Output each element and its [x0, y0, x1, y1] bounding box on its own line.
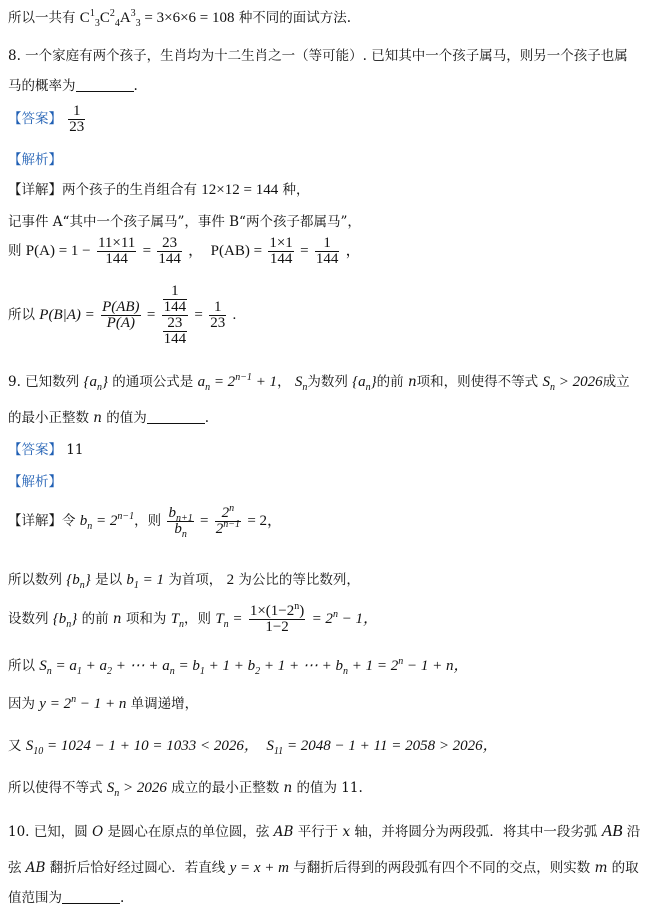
q9-check-line: 又 $S_{10} = 1024 - 1 + 10 = 1033 < 2026$， $S_{11} = 2048 - 1 + 11 = 2058 > 2026$， — [8, 738, 498, 757]
q8-prob-line: 则 P(A) = 1 − $\frac{11\times 11}{144}$ = $\frac{23}{144}$ ， P(AB) = $\frac{1\times 1}{144}$ = $\frac{1}{144}$ ， — [8, 235, 361, 267]
q10-stem-line1: 10. 已知，圆 O 是圆心在原点的单位圆，弦 AB 平行于 x 轴，并将圆分为两段弧．将其中一段劣弧 AB 沿 — [8, 821, 641, 840]
combination-formula: $C^1_3C^2_4A^3_3 = 3\times 6\times 6 = 108$ — [79, 8, 235, 29]
q8-analysis-label: 【解析】 — [8, 152, 62, 168]
answer-blank — [76, 79, 134, 92]
q9-stem-line2: 的最小正整数 n 的值为 . — [8, 410, 210, 426]
q8-conditional-line: 所以 P(B|A) = $\frac{P(AB)}{P(A)}$ = $\frac{\frac{1}{144}}{\frac{23}{144}}$ = $\frac{1}{23}$ . — [8, 283, 237, 347]
q8-stem-line2: 马的概率为 . — [8, 78, 138, 94]
answer-blank — [147, 411, 205, 424]
answer-label: 【答案】 — [8, 111, 62, 127]
q8-answer — [8, 104, 645, 135]
q10-stem-line2: 弦 AB 翻折后恰好经过圆心．若直线 y = x + m 与翻折后得到的两段弧有四个不同的交点，则实数 m 的取 — [8, 860, 639, 876]
combination-total-line: 所以一共有 $C^1_3C^2_4A^3_3 = 3\times 6\times 6 = 108$ 种不同的面试方法. — [8, 8, 352, 29]
q8-stem-line1: 8. 一个家庭有两个孩子，生肖均为十二生肖之一（等可能）. 已知其中一个孩子属马，则另一个孩子也属 — [8, 48, 628, 64]
q9-geometric-line: 所以数列 $\{b_n\}$ 是以 $b_1 = 1$ 为首项， 2 为公比的等比数列， — [8, 572, 360, 591]
q10-stem-line3: 值范围为 . — [8, 890, 125, 906]
q9-S-line: 所以 $S_n = a_1 + a_2$ + ⋯ + $a_n = b_1 + 1 + b_2 + 1$ + ⋯ + $b_n + 1 = 2^n - 1 + n$， — [8, 656, 469, 677]
q9-detail-line: 【详解】令 $b_n = 2^{n-1}$，则 $\frac{b_{n+1}}{b_n}$ = $\frac{2^n}{2^{n-1}}$ = 2， — [8, 503, 283, 540]
q9-sum-line: 设数列 $\{b_n\}$ 的前 n 项和为 $T_n$，则 $T_n$ = $\frac{1\times(1-2^n)}{1-2}$ = $2^n - 1$， — [8, 601, 379, 635]
q8-events-line: 记事件 A“其中一个孩子属马”，事件 B“两个孩子都属马”， — [8, 214, 361, 230]
answer-blank — [62, 891, 120, 904]
q8-detail-line: 【详解】两个孩子的生肖组合有 12×12 = 144 种， — [8, 182, 310, 198]
q9-analysis-label: 【解析】 — [8, 474, 62, 490]
q9-answer: 【答案】 11 — [8, 442, 84, 458]
q9-conclusion-line: 所以使得不等式 $S_n > 2026$ 成立的最小正整数 n 的值为 11. — [8, 780, 363, 799]
q9-monotonic-line: 因为 $y = 2^n - 1 + n$ 单调递增， — [8, 694, 199, 712]
q8-answer-fraction: $\frac{1}{23}$ — [69, 103, 85, 135]
q9-stem-line1: 9. 已知数列 $\{a_n\}$ 的通项公式是 $a_n = 2^{n-1} + 1$， $S_n$为数列 $\{a_n\}$的前 n项和，则使得不等式 $S_n > 2026$成立 — [8, 372, 630, 393]
